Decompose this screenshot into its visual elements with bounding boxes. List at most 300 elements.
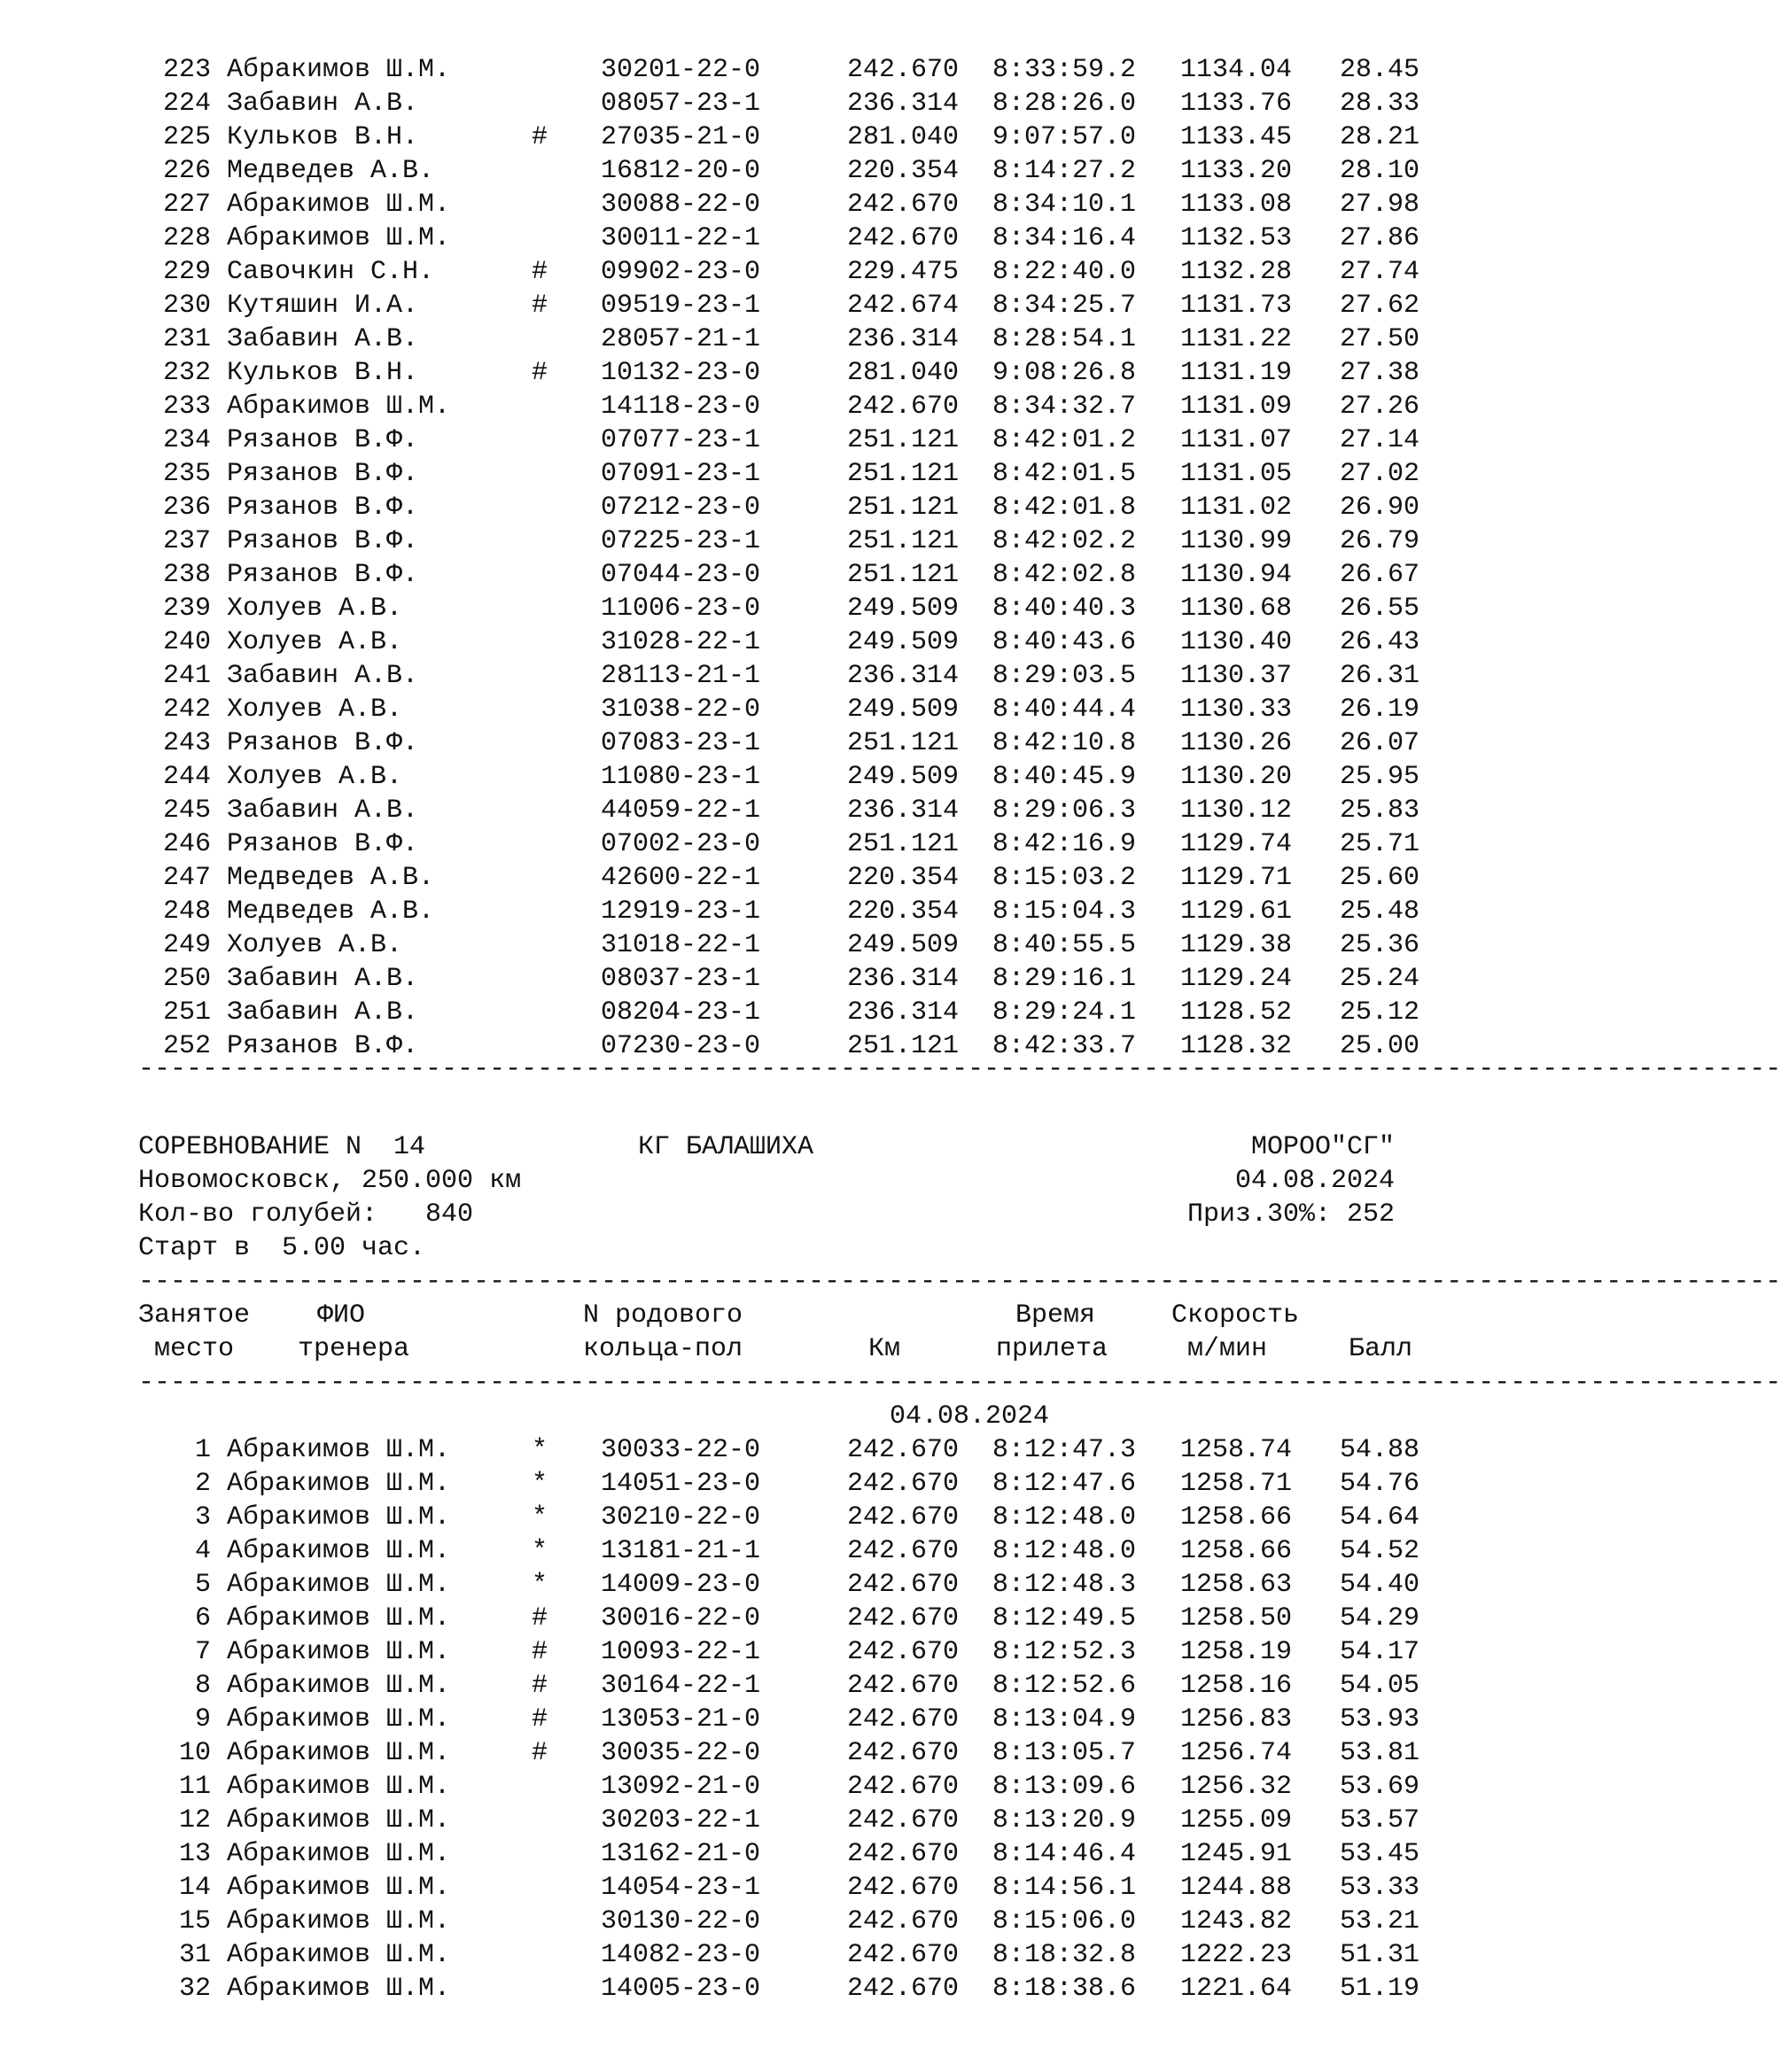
- cell-km: 242.670: [846, 1839, 959, 1869]
- table-row: [0, 457, 1466, 491]
- cell-ring: 07230-23-0: [601, 1031, 761, 1061]
- cell-score: 53.45: [1339, 1839, 1419, 1869]
- cell-score: 26.43: [1339, 627, 1419, 657]
- cell-time: 8:28:26.0: [992, 89, 1137, 119]
- table-row: [0, 659, 1466, 693]
- cell-score: 53.81: [1339, 1738, 1419, 1768]
- col-name-line1: ФИО: [317, 1300, 366, 1331]
- cell-speed: 1256.83: [1179, 1704, 1292, 1734]
- cell-time: 8:29:06.3: [992, 795, 1137, 826]
- cell-speed: 1131.09: [1179, 392, 1292, 422]
- cell-score: 27.38: [1339, 358, 1419, 388]
- cell-mark: #: [532, 257, 548, 287]
- cell-name: Абракимов Ш.М.: [227, 1805, 451, 1835]
- cell-time: 8:12:48.0: [992, 1502, 1137, 1533]
- cell-score: 28.45: [1339, 55, 1419, 85]
- cell-time: 8:34:32.7: [992, 392, 1137, 422]
- cell-score: 51.19: [1339, 1974, 1419, 2004]
- cell-speed: 1243.82: [1179, 1906, 1292, 1936]
- table-row: [0, 87, 1466, 120]
- table-row: [0, 1972, 1466, 2006]
- organization-name: МОРОО"СГ": [1250, 1132, 1395, 1162]
- cell-mark: #: [532, 1671, 548, 1701]
- table-row: [0, 928, 1466, 962]
- cell-score: 25.60: [1339, 863, 1419, 893]
- cell-place: 32: [178, 1974, 211, 2004]
- cell-name: Медведев А.В.: [227, 156, 435, 186]
- cell-time: 8:42:01.8: [992, 493, 1137, 523]
- cell-ring: 12919-23-1: [601, 896, 761, 927]
- cell-time: 8:42:16.9: [992, 829, 1137, 859]
- cell-score: 28.21: [1339, 122, 1419, 152]
- cell-ring: 07083-23-1: [601, 728, 761, 758]
- cell-score: 27.02: [1339, 459, 1419, 489]
- cell-score: 28.10: [1339, 156, 1419, 186]
- table-row: [0, 558, 1466, 592]
- cell-km: 242.670: [846, 1906, 959, 1936]
- cell-time: 8:42:01.2: [992, 425, 1137, 455]
- table-row: [0, 1669, 1466, 1703]
- cell-time: 9:08:26.8: [992, 358, 1137, 388]
- cell-place: 237: [162, 526, 211, 556]
- cell-name: Абракимов Ш.М.: [227, 1435, 451, 1465]
- cell-speed: 1222.23: [1179, 1940, 1292, 1970]
- cell-speed: 1129.38: [1179, 930, 1292, 960]
- table-row: [0, 322, 1466, 356]
- cell-name: Рязанов В.Ф.: [227, 425, 419, 455]
- cell-speed: 1131.19: [1179, 358, 1292, 388]
- cell-score: 27.98: [1339, 190, 1419, 220]
- cell-speed: 1131.05: [1179, 459, 1292, 489]
- cell-km: 251.121: [846, 459, 959, 489]
- cell-speed: 1129.61: [1179, 896, 1292, 927]
- cell-time: 8:15:04.3: [992, 896, 1137, 927]
- table-row: [0, 1804, 1466, 1837]
- cell-place: 234: [162, 425, 211, 455]
- cell-time: 8:29:24.1: [992, 997, 1137, 1028]
- cell-place: 243: [162, 728, 211, 758]
- cell-score: 27.74: [1339, 257, 1419, 287]
- cell-mark: #: [532, 358, 548, 388]
- start-time: Старт в 5.00 час.: [138, 1233, 426, 1263]
- cell-place: 246: [162, 829, 211, 859]
- cell-speed: 1255.09: [1179, 1805, 1292, 1835]
- cell-name: Рязанов В.Ф.: [227, 526, 419, 556]
- cell-ring: 30210-22-0: [601, 1502, 761, 1533]
- cell-time: 8:34:16.4: [992, 223, 1137, 253]
- col-time-line2: прилета: [996, 1334, 1108, 1364]
- cell-km: 281.040: [846, 358, 959, 388]
- cell-name: Рязанов В.Ф.: [227, 560, 419, 590]
- cell-ring: 30033-22-0: [601, 1435, 761, 1465]
- cell-speed: 1258.19: [1179, 1637, 1292, 1667]
- cell-speed: 1258.71: [1179, 1469, 1292, 1499]
- flight-day-date: 04.08.2024: [890, 1401, 1050, 1432]
- cell-km: 251.121: [846, 829, 959, 859]
- cell-place: 240: [162, 627, 211, 657]
- table-row: [0, 1871, 1466, 1905]
- cell-ring: 10093-22-1: [601, 1637, 761, 1667]
- cell-place: 10: [178, 1738, 211, 1768]
- cell-ring: 11080-23-1: [601, 762, 761, 792]
- cell-ring: 14051-23-0: [601, 1469, 761, 1499]
- cell-score: 27.26: [1339, 392, 1419, 422]
- cell-time: 8:40:40.3: [992, 594, 1137, 624]
- cell-speed: 1134.04: [1179, 55, 1292, 85]
- cell-time: 8:40:45.9: [992, 762, 1137, 792]
- cell-speed: 1133.20: [1179, 156, 1292, 186]
- cell-score: 54.64: [1339, 1502, 1419, 1533]
- separator-line: -------------------------------------------------------------------------------------------------------: [138, 1267, 1781, 1297]
- cell-time: 8:12:49.5: [992, 1603, 1137, 1634]
- cell-name: Абракимов Ш.М.: [227, 55, 451, 85]
- cell-name: Забавин А.В.: [227, 661, 419, 691]
- cell-place: 241: [162, 661, 211, 691]
- cell-place: 5: [194, 1570, 211, 1600]
- table-row: [0, 1635, 1466, 1669]
- cell-km: 242.670: [846, 1671, 959, 1701]
- cell-time: 8:42:02.2: [992, 526, 1137, 556]
- cell-km: 236.314: [846, 324, 959, 354]
- cell-time: 8:15:03.2: [992, 863, 1137, 893]
- cell-mark: #: [532, 1704, 548, 1734]
- cell-km: 242.670: [846, 1536, 959, 1566]
- cell-name: Абракимов Ш.М.: [227, 1772, 451, 1802]
- cell-km: 242.670: [846, 190, 959, 220]
- col-time-line1: Время: [1015, 1300, 1096, 1331]
- cell-time: 8:40:55.5: [992, 930, 1137, 960]
- cell-km: 220.354: [846, 896, 959, 927]
- cell-km: 249.509: [846, 930, 959, 960]
- cell-score: 26.67: [1339, 560, 1419, 590]
- table-row: [0, 356, 1466, 390]
- cell-score: 26.79: [1339, 526, 1419, 556]
- cell-ring: 31038-22-0: [601, 695, 761, 725]
- cell-speed: 1258.74: [1179, 1435, 1292, 1465]
- cell-ring: 13162-21-0: [601, 1839, 761, 1869]
- cell-name: Абракимов Ш.М.: [227, 190, 451, 220]
- cell-km: 236.314: [846, 89, 959, 119]
- cell-speed: 1130.26: [1179, 728, 1292, 758]
- table-row: [0, 1905, 1466, 1938]
- separator-line: -------------------------------------------------------------------------------------------------------: [138, 1054, 1781, 1084]
- cell-name: Рязанов В.Ф.: [227, 493, 419, 523]
- cell-score: 53.21: [1339, 1906, 1419, 1936]
- cell-time: 8:40:44.4: [992, 695, 1137, 725]
- cell-km: 242.670: [846, 1940, 959, 1970]
- table-row: [0, 120, 1466, 154]
- cell-km: 281.040: [846, 122, 959, 152]
- cell-ring: 14082-23-0: [601, 1940, 761, 1970]
- table-row: [0, 1736, 1466, 1770]
- cell-place: 247: [162, 863, 211, 893]
- cell-time: 8:12:48.0: [992, 1536, 1137, 1566]
- cell-name: Абракимов Ш.М.: [227, 1906, 451, 1936]
- cell-place: 224: [162, 89, 211, 119]
- cell-ring: 09519-23-1: [601, 291, 761, 321]
- cell-km: 249.509: [846, 695, 959, 725]
- cell-place: 233: [162, 392, 211, 422]
- cell-score: 25.36: [1339, 930, 1419, 960]
- cell-place: 15: [178, 1906, 211, 1936]
- cell-km: 242.670: [846, 1873, 959, 1903]
- cell-km: 220.354: [846, 863, 959, 893]
- table-row: [0, 895, 1466, 928]
- cell-score: 51.31: [1339, 1940, 1419, 1970]
- cell-ring: 30035-22-0: [601, 1738, 761, 1768]
- col-place-line1: Занятое: [138, 1300, 251, 1331]
- cell-score: 26.31: [1339, 661, 1419, 691]
- cell-score: 28.33: [1339, 89, 1419, 119]
- cell-name: Абракимов Ш.М.: [227, 1536, 451, 1566]
- cell-km: 249.509: [846, 762, 959, 792]
- table-row: [0, 524, 1466, 558]
- cell-name: Рязанов В.Ф.: [227, 728, 419, 758]
- cell-name: Рязанов В.Ф.: [227, 829, 419, 859]
- cell-time: 8:28:54.1: [992, 324, 1137, 354]
- cell-speed: 1130.99: [1179, 526, 1292, 556]
- cell-name: Абракимов Ш.М.: [227, 1603, 451, 1634]
- cell-score: 53.93: [1339, 1704, 1419, 1734]
- cell-name: Медведев А.В.: [227, 863, 435, 893]
- cell-ring: 07044-23-0: [601, 560, 761, 590]
- cell-place: 239: [162, 594, 211, 624]
- cell-place: 31: [178, 1940, 211, 1970]
- cell-place: 252: [162, 1031, 211, 1061]
- cell-ring: 31028-22-1: [601, 627, 761, 657]
- cell-time: 8:42:10.8: [992, 728, 1137, 758]
- cell-time: 8:12:47.3: [992, 1435, 1137, 1465]
- cell-place: 7: [194, 1637, 211, 1667]
- cell-name: Абракимов Ш.М.: [227, 1570, 451, 1600]
- cell-score: 25.00: [1339, 1031, 1419, 1061]
- cell-time: 8:29:16.1: [992, 964, 1137, 994]
- cell-time: 8:18:38.6: [992, 1974, 1137, 2004]
- cell-speed: 1258.66: [1179, 1536, 1292, 1566]
- cell-score: 26.55: [1339, 594, 1419, 624]
- cell-speed: 1131.73: [1179, 291, 1292, 321]
- table-row: [0, 794, 1466, 827]
- cell-place: 238: [162, 560, 211, 590]
- cell-speed: 1133.45: [1179, 122, 1292, 152]
- cell-km: 251.121: [846, 425, 959, 455]
- separator-line: -------------------------------------------------------------------------------------------------------: [138, 1368, 1781, 1398]
- cell-ring: 07077-23-1: [601, 425, 761, 455]
- cell-score: 25.83: [1339, 795, 1419, 826]
- cell-time: 8:42:01.5: [992, 459, 1137, 489]
- cell-ring: 13181-21-1: [601, 1536, 761, 1566]
- cell-place: 2: [194, 1469, 211, 1499]
- cell-time: 8:13:05.7: [992, 1738, 1137, 1768]
- table-row: [0, 390, 1466, 423]
- cell-score: 25.12: [1339, 997, 1419, 1028]
- table-row: [0, 827, 1466, 861]
- cell-ring: 42600-22-1: [601, 863, 761, 893]
- cell-place: 4: [194, 1536, 211, 1566]
- cell-mark: *: [532, 1570, 548, 1600]
- cell-time: 8:12:48.3: [992, 1570, 1137, 1600]
- table-row: [0, 592, 1466, 625]
- cell-time: 8:12:52.3: [992, 1637, 1137, 1667]
- cell-ring: 16812-20-0: [601, 156, 761, 186]
- table-row: [0, 154, 1466, 188]
- cell-km: 251.121: [846, 728, 959, 758]
- cell-place: 244: [162, 762, 211, 792]
- cell-place: 3: [194, 1502, 211, 1533]
- cell-place: 14: [178, 1873, 211, 1903]
- cell-ring: 11006-23-0: [601, 594, 761, 624]
- cell-km: 251.121: [846, 526, 959, 556]
- cell-ring: 07091-23-1: [601, 459, 761, 489]
- cell-ring: 31018-22-1: [601, 930, 761, 960]
- cell-speed: 1133.08: [1179, 190, 1292, 220]
- cell-km: 242.670: [846, 1974, 959, 2004]
- cell-speed: 1128.32: [1179, 1031, 1292, 1061]
- cell-speed: 1130.37: [1179, 661, 1292, 691]
- cell-mark: *: [532, 1435, 548, 1465]
- col-speed-line2: м/мин: [1187, 1334, 1268, 1364]
- cell-place: 248: [162, 896, 211, 927]
- cell-ring: 27035-21-0: [601, 122, 761, 152]
- cell-ring: 30164-22-1: [601, 1671, 761, 1701]
- cell-km: 236.314: [846, 661, 959, 691]
- cell-name: Абракимов Ш.М.: [227, 1502, 451, 1533]
- cell-place: 231: [162, 324, 211, 354]
- cell-score: 54.76: [1339, 1469, 1419, 1499]
- cell-mark: #: [532, 1637, 548, 1667]
- cell-time: 8:14:27.2: [992, 156, 1137, 186]
- cell-score: 27.62: [1339, 291, 1419, 321]
- cell-name: Савочкин С.Н.: [227, 257, 435, 287]
- cell-place: 6: [194, 1603, 211, 1634]
- cell-time: 8:13:09.6: [992, 1772, 1137, 1802]
- club-name: КГ БАЛАШИХА: [638, 1132, 814, 1162]
- cell-time: 8:34:10.1: [992, 190, 1137, 220]
- cell-place: 226: [162, 156, 211, 186]
- cell-place: 1: [194, 1435, 211, 1465]
- table-row: [0, 289, 1466, 322]
- cell-score: 54.40: [1339, 1570, 1419, 1600]
- cell-name: Абракимов Ш.М.: [227, 1940, 451, 1970]
- cell-place: 8: [194, 1671, 211, 1701]
- cell-time: 8:12:52.6: [992, 1671, 1137, 1701]
- cell-place: 251: [162, 997, 211, 1028]
- table-row: [0, 962, 1466, 996]
- col-ring-line1: N родового: [583, 1300, 743, 1331]
- cell-speed: 1221.64: [1179, 1974, 1292, 2004]
- cell-place: 225: [162, 122, 211, 152]
- cell-ring: 13092-21-0: [601, 1772, 761, 1802]
- cell-time: 8:33:59.2: [992, 55, 1137, 85]
- cell-ring: 13053-21-0: [601, 1704, 761, 1734]
- cell-ring: 30011-22-1: [601, 223, 761, 253]
- cell-score: 26.90: [1339, 493, 1419, 523]
- release-location: Новомосковск, 250.000 км: [138, 1166, 522, 1196]
- cell-km: 220.354: [846, 156, 959, 186]
- cell-speed: 1131.22: [1179, 324, 1292, 354]
- cell-km: 251.121: [846, 1031, 959, 1061]
- cell-time: 8:12:47.6: [992, 1469, 1137, 1499]
- cell-name: Абракимов Ш.М.: [227, 223, 451, 253]
- cell-ring: 14005-23-0: [601, 1974, 761, 2004]
- cell-name: Забавин А.В.: [227, 324, 419, 354]
- cell-time: 8:42:02.8: [992, 560, 1137, 590]
- cell-ring: 07212-23-0: [601, 493, 761, 523]
- cell-mark: #: [532, 122, 548, 152]
- cell-time: 8:14:46.4: [992, 1839, 1137, 1869]
- cell-score: 54.52: [1339, 1536, 1419, 1566]
- cell-score: 54.05: [1339, 1671, 1419, 1701]
- cell-place: 229: [162, 257, 211, 287]
- table-row: [0, 1703, 1466, 1736]
- cell-place: 232: [162, 358, 211, 388]
- cell-speed: 1130.94: [1179, 560, 1292, 590]
- cell-name: Абракимов Ш.М.: [227, 1637, 451, 1667]
- cell-km: 236.314: [846, 964, 959, 994]
- cell-ring: 30016-22-0: [601, 1603, 761, 1634]
- table-row: [0, 1568, 1466, 1602]
- competition-date: 04.08.2024: [1234, 1166, 1395, 1196]
- cell-ring: 28057-21-1: [601, 324, 761, 354]
- cell-place: 245: [162, 795, 211, 826]
- cell-speed: 1130.33: [1179, 695, 1292, 725]
- cell-name: Холуев А.В.: [227, 627, 403, 657]
- cell-place: 230: [162, 291, 211, 321]
- table-row: [0, 693, 1466, 726]
- cell-speed: 1130.12: [1179, 795, 1292, 826]
- cell-km: 242.670: [846, 1469, 959, 1499]
- table-row: [0, 1501, 1466, 1534]
- cell-ring: 08037-23-1: [601, 964, 761, 994]
- table-row: [0, 1770, 1466, 1804]
- cell-km: 242.670: [846, 55, 959, 85]
- cell-name: Абракимов Ш.М.: [227, 1873, 451, 1903]
- cell-speed: 1129.74: [1179, 829, 1292, 859]
- cell-km: 236.314: [846, 795, 959, 826]
- competition-title: СОРЕВНОВАНИЕ N 14: [138, 1132, 426, 1162]
- cell-time: 8:22:40.0: [992, 257, 1137, 287]
- cell-km: 242.670: [846, 1738, 959, 1768]
- cell-name: Абракимов Ш.М.: [227, 1738, 451, 1768]
- cell-score: 27.86: [1339, 223, 1419, 253]
- pigeon-count: Кол-во голубей: 840: [138, 1199, 474, 1230]
- cell-ring: 07225-23-1: [601, 526, 761, 556]
- cell-time: 8:18:32.8: [992, 1940, 1137, 1970]
- cell-name: Кульков В.Н.: [227, 358, 419, 388]
- cell-km: 249.509: [846, 627, 959, 657]
- cell-ring: 08204-23-1: [601, 997, 761, 1028]
- cell-time: 9:07:57.0: [992, 122, 1137, 152]
- cell-speed: 1129.24: [1179, 964, 1292, 994]
- cell-name: Абракимов Ш.М.: [227, 1704, 451, 1734]
- cell-km: 249.509: [846, 594, 959, 624]
- cell-km: 242.670: [846, 1570, 959, 1600]
- cell-km: 242.670: [846, 1805, 959, 1835]
- cell-speed: 1130.20: [1179, 762, 1292, 792]
- table-row: [0, 625, 1466, 659]
- cell-place: 228: [162, 223, 211, 253]
- table-row: [0, 423, 1466, 457]
- cell-score: 25.71: [1339, 829, 1419, 859]
- cell-ring: 14118-23-0: [601, 392, 761, 422]
- cell-name: Кутяшин И.А.: [227, 291, 419, 321]
- table-row: [0, 1938, 1466, 1972]
- cell-mark: #: [532, 291, 548, 321]
- cell-place: 235: [162, 459, 211, 489]
- table-row: [0, 1467, 1466, 1501]
- cell-speed: 1256.32: [1179, 1772, 1292, 1802]
- cell-name: Абракимов Ш.М.: [227, 1839, 451, 1869]
